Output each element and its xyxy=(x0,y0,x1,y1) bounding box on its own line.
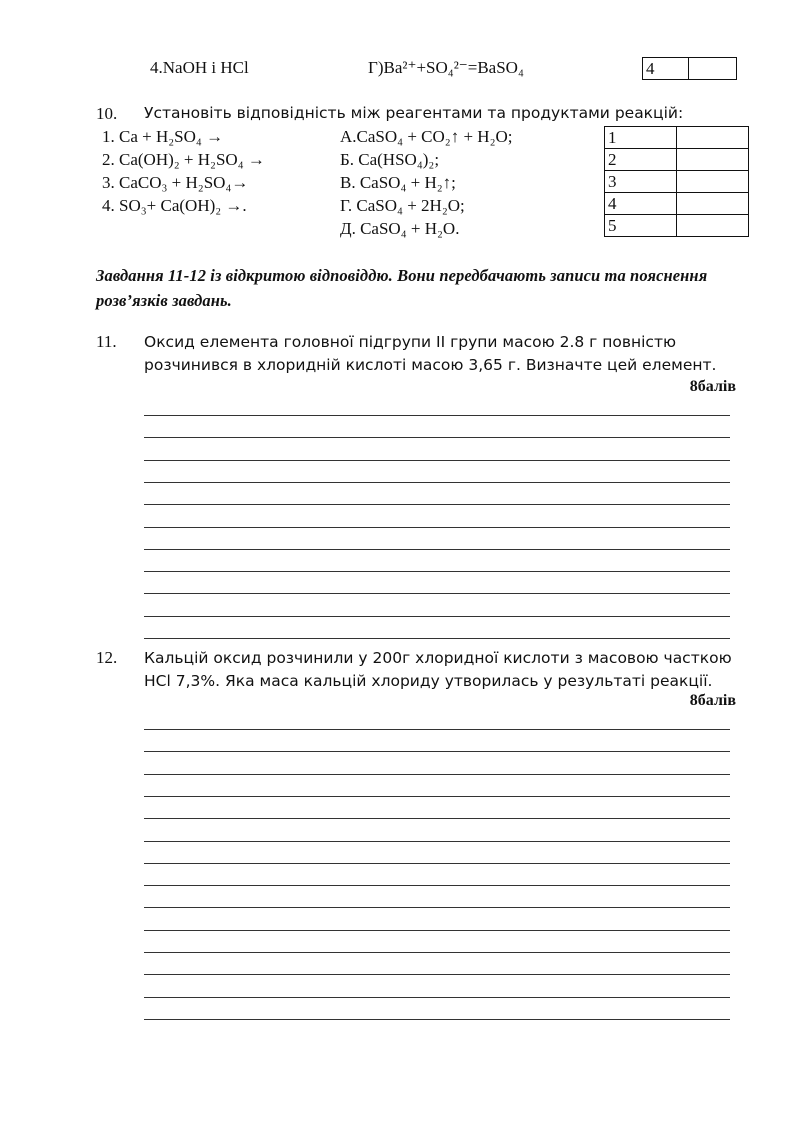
answer-line[interactable] xyxy=(144,774,730,775)
answer-line[interactable] xyxy=(144,638,730,639)
q10-product: А.CaSO₄ + CO₂↑ + H₂O; xyxy=(340,127,513,146)
answer-line[interactable] xyxy=(144,527,730,528)
answer-line[interactable] xyxy=(144,549,730,550)
q10-answer-row xyxy=(605,149,749,171)
answer-line[interactable] xyxy=(144,504,730,505)
answer-line[interactable] xyxy=(144,460,730,461)
q10-answer-row xyxy=(605,171,749,193)
q11-text: Оксид елемента головної підгрупи II групи масою 2.8 г повністю розчинився в хлоридній кислоті масою 3,65 г. Визначте цей елемент. xyxy=(144,333,717,374)
answer-line[interactable] xyxy=(144,997,730,998)
q10-reagent: 1. Ca + H₂SO₄ → xyxy=(102,127,224,146)
answer-line[interactable] xyxy=(144,952,730,953)
prev-answer-table xyxy=(642,57,737,80)
q12-points: 8балів xyxy=(689,692,736,709)
q10-answer-cell[interactable] xyxy=(677,149,749,171)
answer-line[interactable] xyxy=(144,593,730,594)
q10-answer-label: 4 xyxy=(605,193,677,215)
q10-answer-label: 2 xyxy=(605,149,677,171)
q10-answer-row xyxy=(605,127,749,149)
q10-answer-table xyxy=(604,126,749,237)
section-heading: Завдання 11-12 із відкритою відповіддю. Вони передбачають записи та пояснення розв’язків завдань. xyxy=(96,266,708,310)
answer-line[interactable] xyxy=(144,818,730,819)
answer-line[interactable] xyxy=(144,863,730,864)
prev-question-left: 4.NaOH і HCl xyxy=(150,58,249,77)
q10-answer-row xyxy=(605,193,749,215)
prev-question-right: Г)Ba²⁺+SO₄²⁻=BaSO₄ xyxy=(368,58,524,77)
q10-product: Д. CaSO₄ + H₂O. xyxy=(340,219,460,238)
answer-line[interactable] xyxy=(144,907,730,908)
q10-answer-cell[interactable] xyxy=(677,193,749,215)
q10-number: 10. xyxy=(96,104,118,123)
q10-reagent: 3. CaCO₃ + H₂SO₄→ xyxy=(102,173,249,192)
answer-line[interactable] xyxy=(144,616,730,617)
q10-answer-label: 5 xyxy=(605,215,677,237)
q11-number: 11. xyxy=(96,332,117,351)
answer-line[interactable] xyxy=(144,482,730,483)
answer-line[interactable] xyxy=(144,1019,730,1020)
answer-line[interactable] xyxy=(144,729,730,730)
prev-answer-label: 4 xyxy=(643,58,689,80)
q10-reagent: 2. Ca(OH)₂ + H₂SO₄ → xyxy=(102,150,265,169)
q12-number: 12. xyxy=(96,648,118,667)
answer-line[interactable] xyxy=(144,571,730,572)
q11-points: 8балів xyxy=(689,378,736,395)
q10-answer-row xyxy=(605,215,749,237)
q10-reagent: 4. SO₃+ Ca(OH)₂ →. xyxy=(102,196,247,215)
prev-answer-cell[interactable] xyxy=(689,58,737,80)
q10-answer-cell[interactable] xyxy=(677,215,749,237)
answer-line[interactable] xyxy=(144,796,730,797)
answer-line[interactable] xyxy=(144,930,730,931)
q10-answer-label: 1 xyxy=(605,127,677,149)
answer-line[interactable] xyxy=(144,885,730,886)
answer-line[interactable] xyxy=(144,415,730,416)
q12-text: Кальцій оксид розчинили у 200г хлоридної кислоти з масовою часткою HCl 7,3%. Яка маса кальцій хлориду утворилась у результаті реакції. xyxy=(144,649,732,690)
answer-line[interactable] xyxy=(144,974,730,975)
q10-product: Б. Ca(HSO₄)₂; xyxy=(340,150,440,169)
q10-answer-cell[interactable] xyxy=(677,127,749,149)
answer-line[interactable] xyxy=(144,841,730,842)
q10-prompt: Установіть відповідність між реагентами та продуктами реакцій: xyxy=(144,104,684,122)
q10-answer-cell[interactable] xyxy=(677,171,749,193)
q10-product: В. CaSO₄ + H₂↑; xyxy=(340,173,456,192)
q10-product: Г. CaSO₄ + 2H₂O; xyxy=(340,196,465,215)
q10-answer-label: 3 xyxy=(605,171,677,193)
answer-line[interactable] xyxy=(144,437,730,438)
answer-line[interactable] xyxy=(144,751,730,752)
